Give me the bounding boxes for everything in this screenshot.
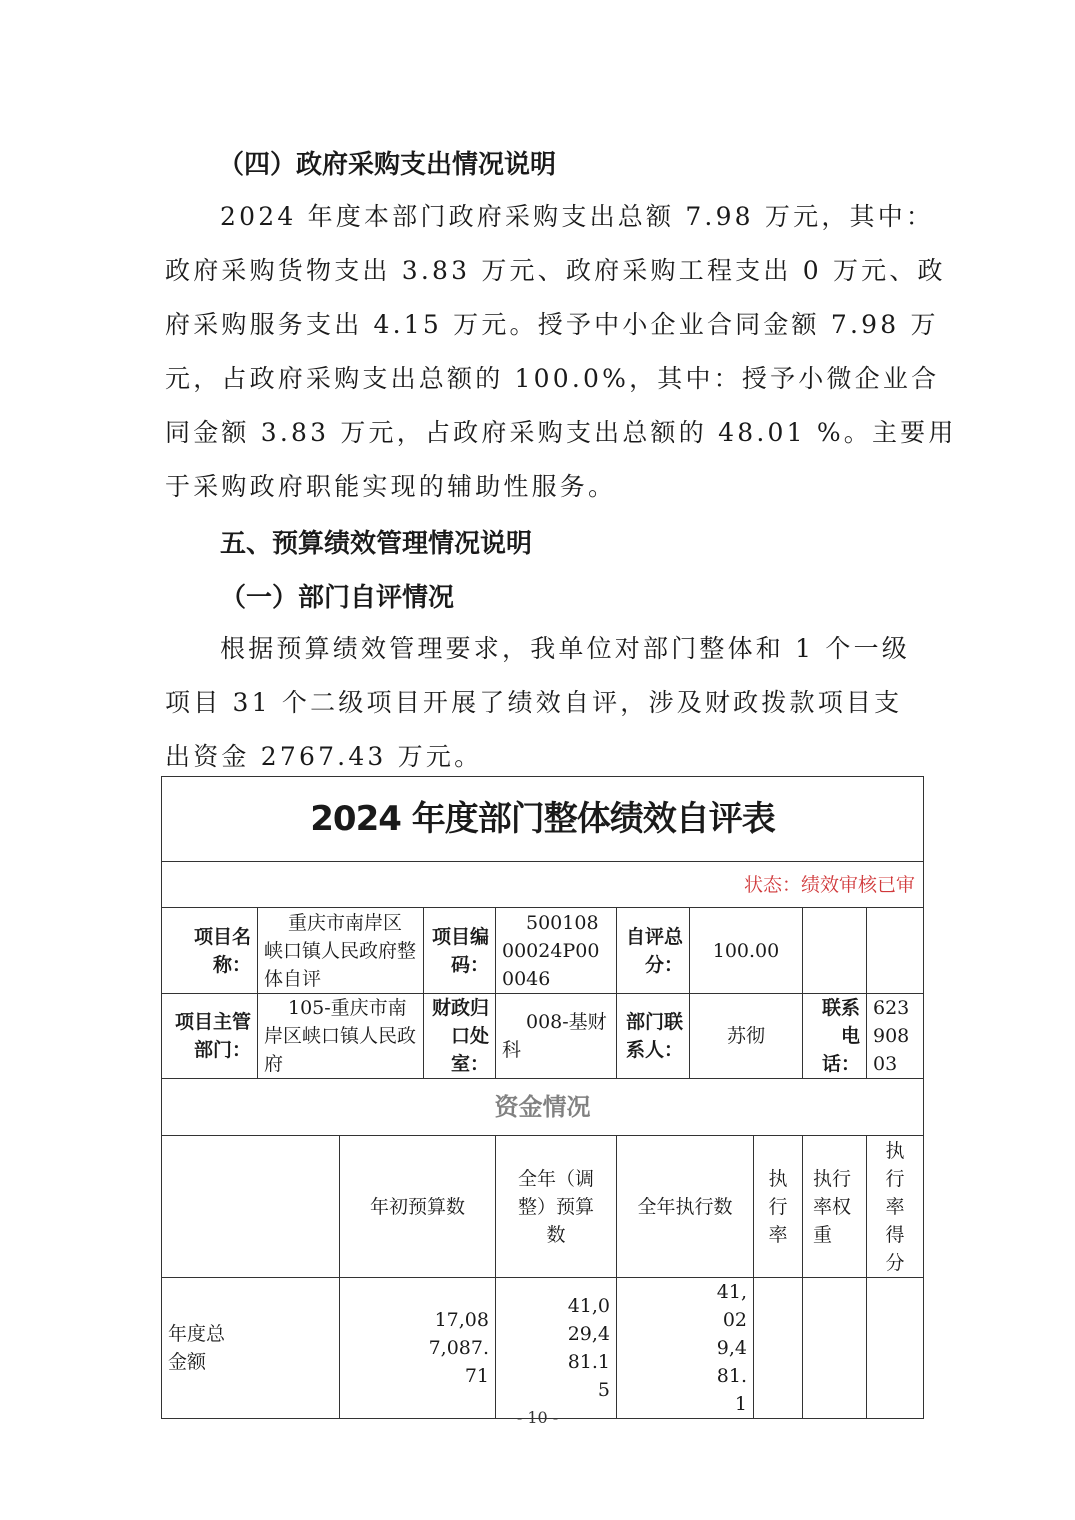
section-5-paragraph (165, 622, 915, 784)
funds-header-weight: 执行率权重 (803, 1136, 867, 1278)
phone-value: 62390803 (867, 994, 924, 1079)
section-4-paragraph (165, 190, 957, 514)
status-badge: 状态：绩效审核已审 (162, 862, 924, 908)
funds-row-weight (803, 1278, 867, 1419)
funds-row-executed: 41,029,481.1 (617, 1278, 754, 1419)
dept-label: 项目主管部门： (162, 994, 258, 1079)
score-value: 100.00 (690, 908, 803, 994)
funds-row-label: 年度总金额 (162, 1278, 340, 1419)
para-line: 项目 31 个二级项目开展了绩效自评，涉及财政拨款项目支 (165, 688, 903, 717)
performance-self-evaluation-table (161, 776, 924, 1419)
finance-office-value: 008-基财科 (496, 994, 617, 1079)
funds-row-initial: 17,087,087.71 (340, 1278, 496, 1419)
project-name-value: 重庆市南岸区峡口镇人民政府整体自评 (258, 908, 424, 994)
funds-header-blank (162, 1136, 340, 1278)
phone-label: 联系电话： (803, 994, 867, 1079)
para-line: 根据预算绩效管理要求，我单位对部门整体和 1 个一级 (220, 634, 911, 663)
finance-office-label: 财政归口处室： (424, 994, 496, 1079)
funds-row-adjusted: 41,029,481.15 (496, 1278, 617, 1419)
page-number: - 10 - (516, 1408, 559, 1427)
funds-header-initial: 年初预算数 (340, 1136, 496, 1278)
funds-row-score (867, 1278, 924, 1419)
funds-header-rate: 执行率 (754, 1136, 803, 1278)
project-name-label: 项目名称： (162, 908, 258, 994)
funds-section-heading: 资金情况 (162, 1079, 924, 1136)
funds-row-rate (754, 1278, 803, 1419)
para-line: 出资金 2767.43 万元。 (165, 742, 483, 771)
score-label: 自评总分： (617, 908, 690, 994)
section-4-heading: （四）政府采购支出情况说明 (218, 150, 557, 180)
dept-value: 105-重庆市南岸区峡口镇人民政府 (258, 994, 424, 1079)
para-line: 政府采购货物支出 3.83 万元、政府采购工程支出 0 万元、政 (165, 256, 946, 285)
section-5-heading: 五、预算绩效管理情况说明 (220, 529, 533, 559)
funds-header-score: 执行率得分 (867, 1136, 924, 1278)
project-code-label: 项目编码： (424, 908, 496, 994)
section-5-subheading: （一）部门自评情况 (220, 583, 455, 613)
para-line: 元，占政府采购支出总额的 100.0%，其中：授予小微企业合 (165, 364, 940, 393)
empty-cell (867, 908, 924, 994)
para-line: 府采购服务支出 4.15 万元。授予中小企业合同金额 7.98 万 (165, 310, 939, 339)
funds-header-executed: 全年执行数 (617, 1136, 754, 1278)
table-title: 2024 年度部门整体绩效自评表 (162, 777, 924, 862)
para-line: 2024 年度本部门政府采购支出总额 7.98 万元，其中： (220, 202, 935, 231)
para-line: 同金额 3.83 万元，占政府采购支出总额的 48.01 %。主要用 (165, 418, 957, 447)
contact-value: 苏彻 (690, 994, 803, 1079)
para-line: 于采购政府职能实现的辅助性服务。 (165, 472, 617, 501)
empty-cell (803, 908, 867, 994)
contact-label: 部门联系人： (617, 994, 690, 1079)
project-code-value: 50010800024P000046 (496, 908, 617, 994)
funds-header-adjusted: 全年（调整）预算数 (496, 1136, 617, 1278)
